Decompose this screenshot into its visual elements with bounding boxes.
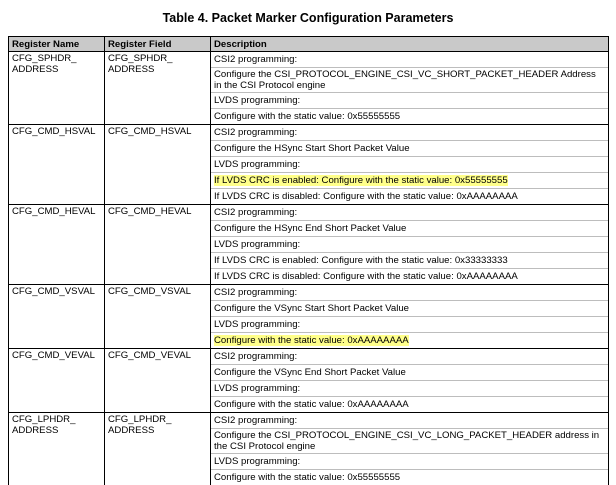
description-line <box>211 469 608 485</box>
description-line <box>211 316 608 332</box>
register-field-cell: CFG_CMD_VSVAL <box>105 285 211 349</box>
register-name-cell: CFG_SPHDR_ ADDRESS <box>9 52 105 125</box>
table-row <box>9 349 609 413</box>
column-header-register-name: Register Name <box>9 37 105 52</box>
highlighted-text: Configure with the static value: 0xAAAAAAAA <box>214 335 409 346</box>
description-cell <box>211 52 609 125</box>
table-row <box>9 205 609 285</box>
description-line <box>211 364 608 380</box>
description-line <box>211 205 608 220</box>
register-name-cell: CFG_CMD_VSVAL <box>9 285 105 349</box>
description-line <box>211 332 608 348</box>
register-field-cell: CFG_CMD_HEVAL <box>105 205 211 285</box>
description-text: If LVDS CRC is enabled: Configure with the static value: 0x33333333 <box>214 255 508 266</box>
description-line <box>211 188 608 204</box>
description-line <box>211 172 608 188</box>
description-line <box>211 268 608 284</box>
description-text: CSI2 programming: <box>214 127 297 138</box>
description-line <box>211 236 608 252</box>
register-field-cell: CFG_SPHDR_ ADDRESS <box>105 52 211 125</box>
description-cell <box>211 125 609 205</box>
description-text: CSI2 programming: <box>214 415 297 426</box>
table-row <box>9 52 609 125</box>
description-line <box>211 380 608 396</box>
register-field-cell: CFG_CMD_HSVAL <box>105 125 211 205</box>
table-body <box>9 52 609 485</box>
description-text: LVDS programming: <box>214 383 300 394</box>
description-line <box>211 252 608 268</box>
description-line <box>211 67 608 92</box>
description-line <box>211 140 608 156</box>
description-line <box>211 52 608 67</box>
description-line <box>211 300 608 316</box>
description-line <box>211 396 608 412</box>
description-cell <box>211 413 609 485</box>
description-text: If LVDS CRC is disabled: Configure with the static value: 0xAAAAAAAA <box>214 271 518 282</box>
description-cell <box>211 285 609 349</box>
description-text: LVDS programming: <box>214 159 300 170</box>
register-field-cell: CFG_CMD_VEVAL <box>105 349 211 413</box>
description-text: LVDS programming: <box>214 239 300 250</box>
description-line <box>211 413 608 428</box>
description-line <box>211 92 608 108</box>
column-header-register-field: Register Field <box>105 37 211 52</box>
description-cell <box>211 205 609 285</box>
highlighted-text: If LVDS CRC is enabled: Configure with the static value: 0x55555555 <box>214 175 508 186</box>
description-text: Configure the VSync End Short Packet Value <box>214 367 406 378</box>
description-text: Configure the CSI_PROTOCOL_ENGINE_CSI_VC_LONG_PACKET_HEADER address in the CSI Protocol engine <box>214 430 599 452</box>
description-text: If LVDS CRC is disabled: Configure with the static value: 0xAAAAAAAA <box>214 191 518 202</box>
table-caption: Table 4. Packet Marker Configuration Parameters <box>0 10 616 26</box>
description-text: Configure with the static value: 0x55555555 <box>214 472 400 483</box>
description-line <box>211 156 608 172</box>
description-text: Configure with the static value: 0xAAAAAAAA <box>214 399 409 410</box>
register-name-cell: CFG_CMD_VEVAL <box>9 349 105 413</box>
register-name-cell: CFG_CMD_HEVAL <box>9 205 105 285</box>
description-line <box>211 220 608 236</box>
description-text: Configure the CSI_PROTOCOL_ENGINE_CSI_VC_SHORT_PACKET_HEADER Address in the CSI Protocol engine <box>214 69 596 91</box>
description-cell <box>211 349 609 413</box>
description-text: Configure with the static value: 0x55555555 <box>214 111 400 122</box>
register-field-cell: CFG_LPHDR_ ADDRESS <box>105 413 211 485</box>
description-text: Configure the VSync Start Short Packet Value <box>214 303 409 314</box>
description-text: Configure the HSync End Short Packet Value <box>214 223 406 234</box>
column-header-description: Description <box>211 37 609 52</box>
description-text: CSI2 programming: <box>214 287 297 298</box>
register-name-cell: CFG_CMD_HSVAL <box>9 125 105 205</box>
packet-marker-table <box>8 36 609 485</box>
description-text: CSI2 programming: <box>214 351 297 362</box>
description-line <box>211 349 608 364</box>
register-name-cell: CFG_LPHDR_ ADDRESS <box>9 413 105 485</box>
description-line <box>211 285 608 300</box>
table-row <box>9 285 609 349</box>
description-line <box>211 428 608 453</box>
table-row <box>9 125 609 205</box>
description-text: LVDS programming: <box>214 319 300 330</box>
description-text: LVDS programming: <box>214 95 300 106</box>
description-text: Configure the HSync Start Short Packet Value <box>214 143 410 154</box>
description-text: CSI2 programming: <box>214 207 297 218</box>
description-text: LVDS programming: <box>214 456 300 467</box>
table-row <box>9 413 609 485</box>
description-text: CSI2 programming: <box>214 54 297 65</box>
table-header-row <box>9 37 609 52</box>
description-line <box>211 453 608 469</box>
description-line <box>211 108 608 124</box>
description-line <box>211 125 608 140</box>
